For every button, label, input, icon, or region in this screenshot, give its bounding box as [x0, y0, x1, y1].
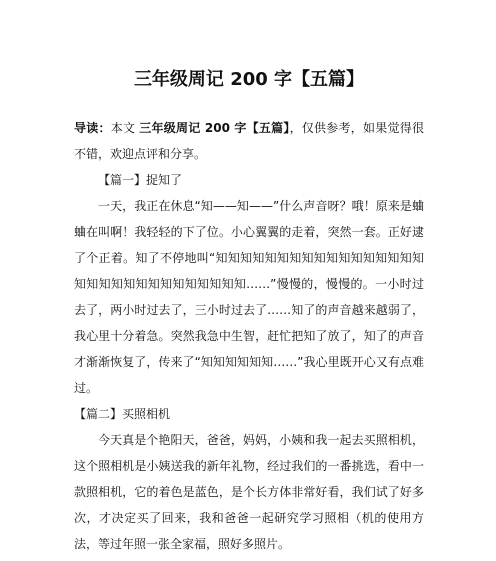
intro-label: 导读：	[74, 121, 111, 135]
document-body	[74, 115, 424, 557]
intro-emphasis: 三年级周记 200 字【五篇】	[139, 121, 290, 135]
intro-prefix: 本文	[110, 121, 140, 135]
section-1-heading: 【篇一】捉知了	[98, 173, 183, 187]
intro-paragraph	[74, 115, 424, 167]
intro-suffix: ，仅供参考，如果觉得很不错，欢迎点评和分享。	[74, 121, 424, 161]
section-2-heading: 【篇二】买照相机	[74, 407, 171, 421]
section-2-paragraph: 今天真是个艳阳天，爸爸，妈妈，小姨和我一起去买照相机，这个照相机是小姨送我的新年礼物，经过我们的一番挑选，看中一款照相机，它的着色是蓝色，是个长方体非常好看，我们试了好多次，才决定买了回来，我和爸爸一起研究学习照相（机的使用方法，等过年照一张全家福，照好多照片。	[74, 433, 424, 551]
section-1-paragraph: 一天，我正在休息“知——知——”什么声音呀？哦！原来是蛐蛐在叫啊！我轻轻的下了位。小心翼翼的走着，突然一套。正好逮了个正着。知了不停地叫“知知知知知知知知知知知知知知知知知知知知知知知知知知知知知知知……”慢慢的，慢慢的。一小时过去了，两小时过去了，三小时过去了……知了的声音越来越弱了，我心里十分着急。突然我急中生智，赶忙把知了放了，知了的声音才渐渐恢复了，传来了“知知知知知知……”我心里既开心又有点难过。	[74, 199, 424, 395]
document-title: 三年级周记 200 字【五篇】	[133, 69, 365, 90]
